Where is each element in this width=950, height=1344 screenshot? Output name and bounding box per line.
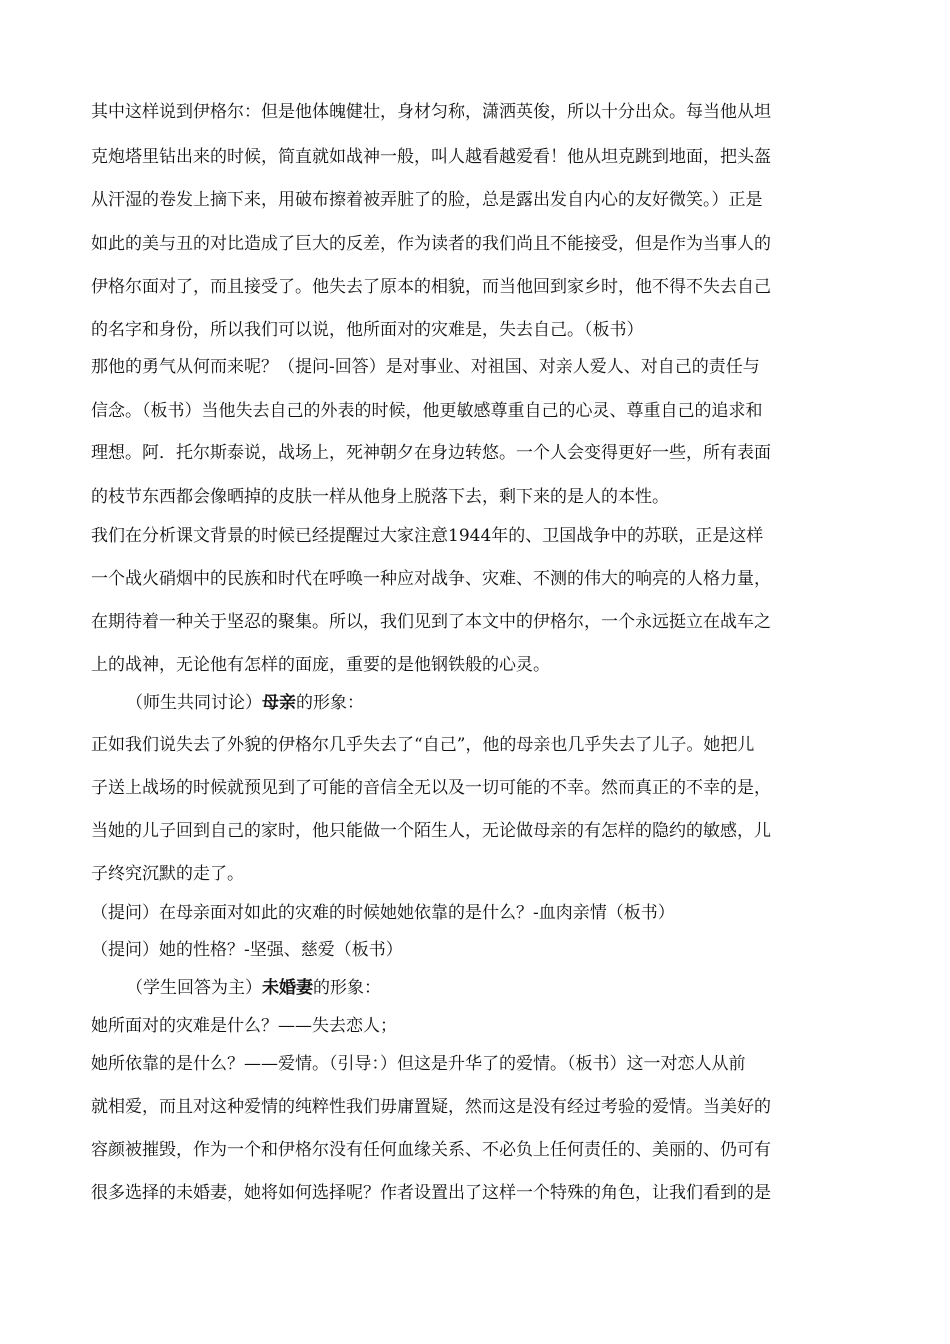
heading-suffix: 的形象：: [296, 693, 364, 713]
text-line: 如此的美与丑的对比造成了巨大的反差，作为读者的我们尚且不能接受，但是作为当事人的: [91, 234, 771, 254]
text-line: 从汗湿的卷发上摘下来，用破布擦着被弄脏了的脸，总是露出发自内心的友好微笑。）正是: [91, 190, 763, 210]
text-line: 子送上战场的时候就预见到了可能的音信全无以及一切可能的不幸。然而真正的不幸的是，: [91, 778, 771, 798]
text-line: 的枝节东西都会像晒掉的皮肤一样从他身上脱落下去，剩下来的是人的本性。: [91, 487, 669, 507]
text-line: 她所依靠的是什么？——爱情。（引导：）但这是升华了的爱情。（板书）这一对恋人从前: [91, 1054, 746, 1074]
text-line: 很多选择的未婚妻，她将如何选择呢？作者设置出了这样一个特殊的角色，让我们看到的是: [91, 1183, 771, 1203]
heading-suffix: 的形象：: [313, 978, 381, 998]
mother-section-heading: [126, 691, 896, 715]
text-line: 的名字和身份，所以我们可以说，他所面对的灾难是，失去自己。（板书）: [91, 320, 644, 340]
text-line: 我们在分析课文背景的时候已经提醒过大家注意1944年的、卫国战争中的苏联，正是这样: [91, 526, 764, 546]
heading-bold-term: 未婚妻: [262, 978, 313, 998]
text-line: 正如我们说失去了外貌的伊格尔几乎失去了“自己”，他的母亲也几乎失去了儿子。她把儿: [91, 735, 755, 755]
heading-prefix: （学生回答为主）: [126, 978, 262, 998]
question-line: （提问）在母亲面对如此的灾难的时候她她依靠的是什么？-血肉亲情（板书）: [91, 903, 675, 923]
text-line: 子终究沉默的走了。: [91, 864, 244, 884]
text-line: 克炮塔里钻出来的时候，简直就如战神一般，叫人越看越爱看！他从坦克跳到地面，把头盔: [91, 147, 771, 167]
question-line: （提问）她的性格？-坚强、慈爱（板书）: [91, 940, 403, 960]
text-line: 就相爱，而且对这种爱情的纯粹性我们毋庸置疑，然而这是没有经过考验的爱情。当美好的: [91, 1097, 771, 1117]
text-line: 在期待着一种关于坚忍的聚集。所以，我们见到了本文中的伊格尔，一个永远挺立在战车之: [91, 612, 771, 632]
text-line: 信念。（板书）当他失去自己的外表的时候，他更敏感尊重自己的心灵、尊重自己的追求和: [91, 401, 763, 421]
heading-prefix: （师生共同讨论）: [126, 693, 262, 713]
text-line: 上的战神，无论他有怎样的面庞，重要的是他钢铁般的心灵。: [91, 655, 550, 675]
text-line: 伊格尔面对了，而且接受了。他失去了原本的相貌，而当他回到家乡时，他不得不失去自己: [91, 277, 771, 297]
text-line: 当她的儿子回到自己的家时，他只能做一个陌生人，无论做母亲的有怎样的隐约的敏感，儿: [91, 821, 771, 841]
text-line: 容颜被摧毁，作为一个和伊格尔没有任何血缘关系、不必负上任何责任的、美丽的、仍可有: [91, 1140, 771, 1160]
heading-bold-term: 母亲: [262, 693, 296, 713]
text-line: 那他的勇气从何而来呢？（提问-回答）是对事业、对祖国、对亲人爱人、对自己的责任与: [91, 357, 760, 377]
fiancee-section-heading: [126, 976, 896, 1000]
text-line: 她所面对的灾难是什么？——失去恋人；: [91, 1016, 397, 1036]
text-line: 一个战火硝烟中的民族和时代在呼唤一种应对战争、灾难、不测的伟大的响亮的人格力量，: [91, 569, 771, 589]
text-line: 理想。阿．托尔斯泰说，战场上，死神朝夕在身边转悠。一个人会变得更好一些，所有表面: [91, 443, 771, 463]
text-line: 其中这样说到伊格尔：但是他体魄健壮，身材匀称，潇洒英俊，所以十分出众。每当他从坦: [91, 102, 771, 122]
